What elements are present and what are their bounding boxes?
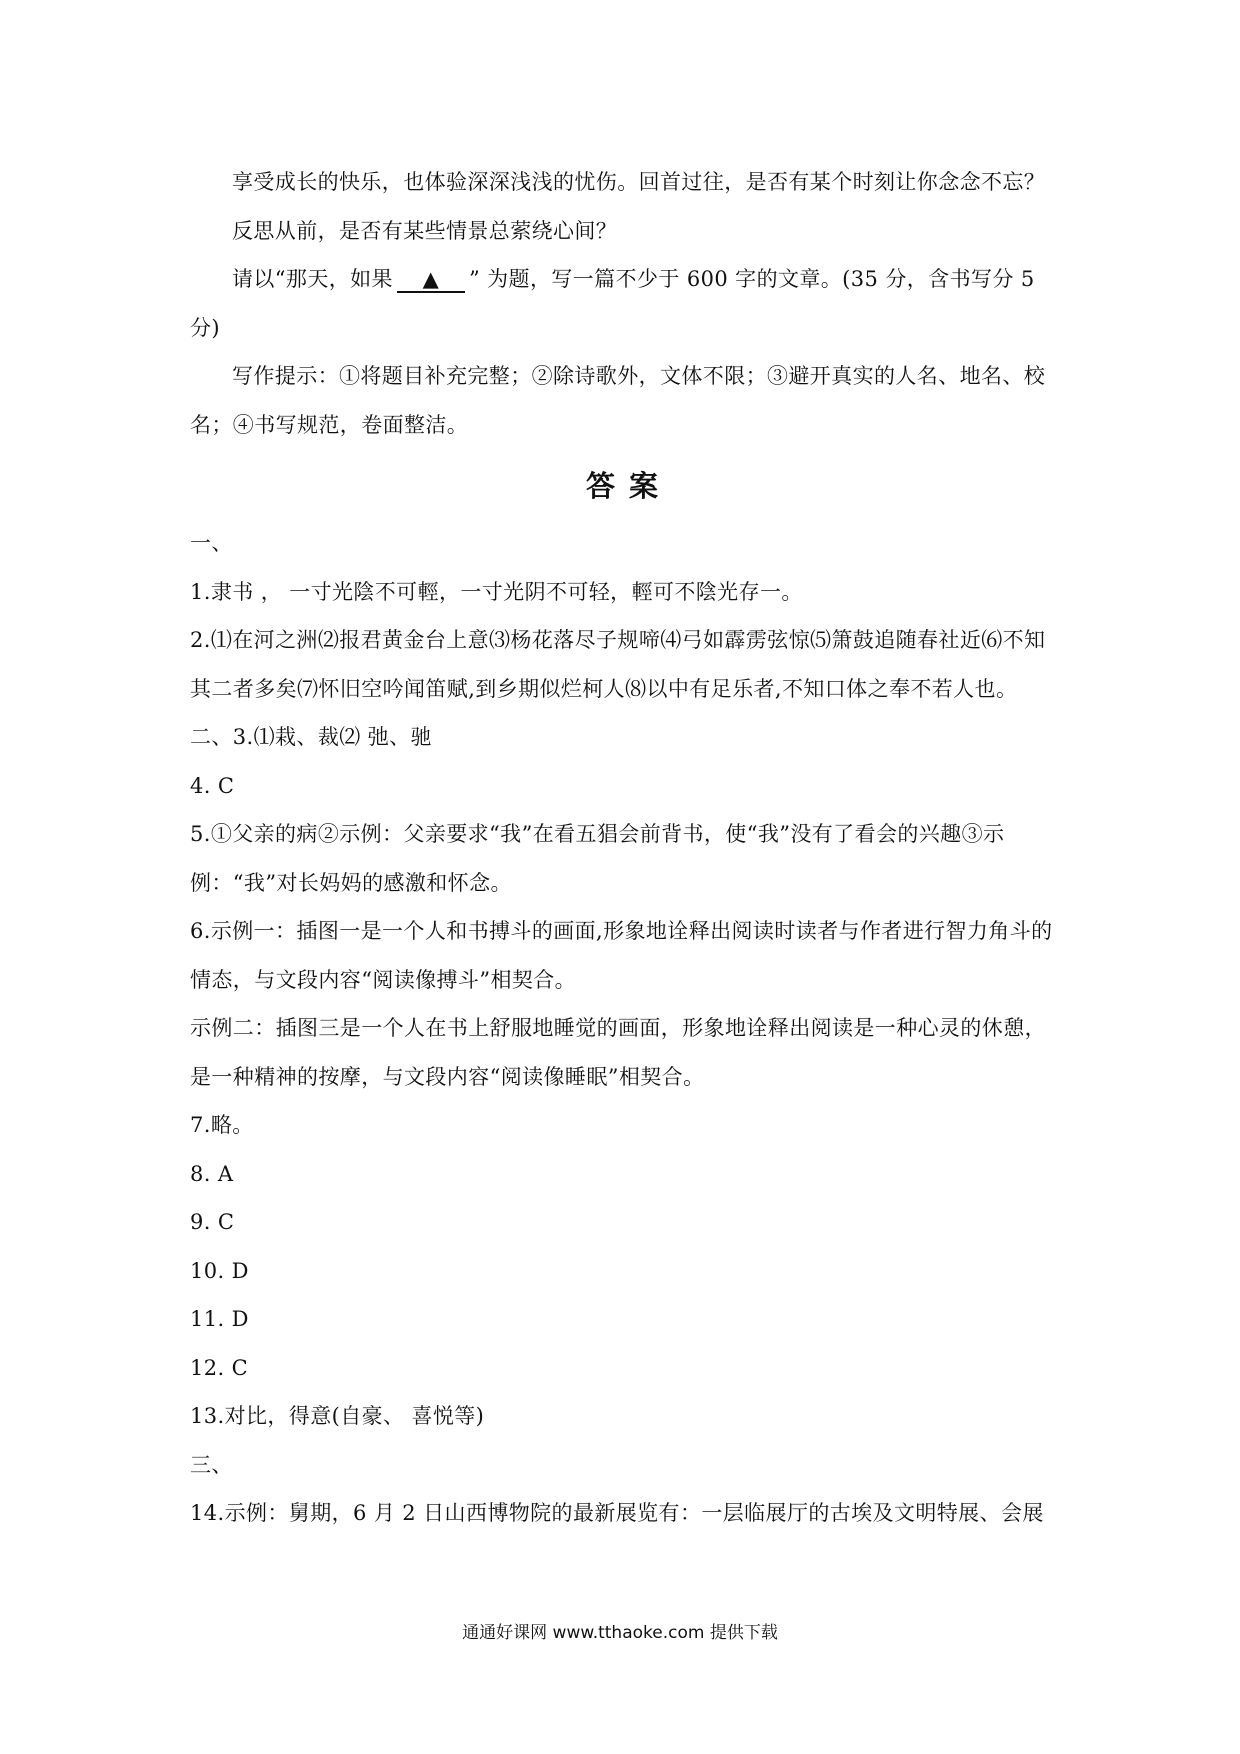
prompt-line-2: 反思从前，是否有某些情景总萦绕心间？ (232, 218, 618, 243)
answer-line: 6.示例一：插图一是一个人和书搏斗的画面,形象地诠释出阅读时读者与作者进行智力角斗的情态，与文段内容“阅读像搏斗”相契合。 (190, 919, 1053, 992)
answer-line: 4. C (190, 773, 235, 798)
answer-line: 13.对比，得意(自豪、 喜悦等) (190, 1404, 485, 1428)
title-blank: ▲ (397, 267, 465, 293)
page-footer: 通通好课网 www.tthaoke.com 提供下载 (462, 1623, 778, 1643)
answer-line: 二、3.⑴栽、裁⑵ 弛、驰 (190, 725, 432, 749)
answer-line: 14.示例：舅期，6 月 2 日山西博物院的最新展览有：一层临展厅的古埃及文明特展、会展 (190, 1501, 1044, 1525)
answer-line: 10. D (190, 1258, 249, 1283)
writing-task-before: 请以“那天，如果 (232, 267, 393, 291)
page-content (190, 158, 1056, 1538)
answer-line: 一、 (190, 531, 233, 555)
answer-line: 8. A (190, 1161, 234, 1186)
answer-line: 12. C (190, 1355, 249, 1380)
answer-line: 5.①父亲的病②示例：父亲要求“我”在看五猖会前背书，使“我”没有了看会的兴趣③示例：“我”对长妈妈的感激和怀念。 (190, 822, 1005, 895)
answer-line: 1.隶书 ， 一寸光陰不可輕，一寸光阴不可轻，輕可不陰光存一。 (190, 579, 803, 604)
answer-line: 9. C (190, 1210, 235, 1234)
answers-heading: 答 案 (585, 469, 661, 503)
answer-line: 示例二：插图三是一个人在书上舒服地睡觉的画面，形象地诠释出阅读是一种心灵的休憩，是一种精神的按摩，与文段内容“阅读像睡眠”相契合。 (190, 1016, 1046, 1089)
prompt-line-1: 享受成长的快乐，也体验深深浅浅的忧伤。回首过往，是否有某个时刻让你念念不忘？ (232, 170, 1046, 194)
writing-tips: 写作提示：①将题目补充完整；②除诗歌外，文体不限；③避开真实的人名、地名、校名；④书写规范，卷面整洁。 (190, 364, 1046, 437)
answer-line: 7.略。 (190, 1113, 254, 1137)
writing-task (190, 255, 1056, 352)
answer-line: 2.⑴在河之洲⑵报君黄金台上意⑶杨花落尽子规啼⑷弓如霹雳弦惊⑸箫鼓追随春社近⑹不知其二者多矣⑺怀旧空吟闻笛赋,到乡期似烂柯人⑻以中有足乐者,不知口体之奉不若人也。 (190, 628, 1046, 701)
writing-task-after: ” 为题，写一篇不少于 600 字的文章。(35 分，含书写分 5 分) (190, 267, 1035, 340)
answer-line: 11. D (190, 1307, 249, 1331)
answer-line: 三、 (190, 1452, 233, 1477)
